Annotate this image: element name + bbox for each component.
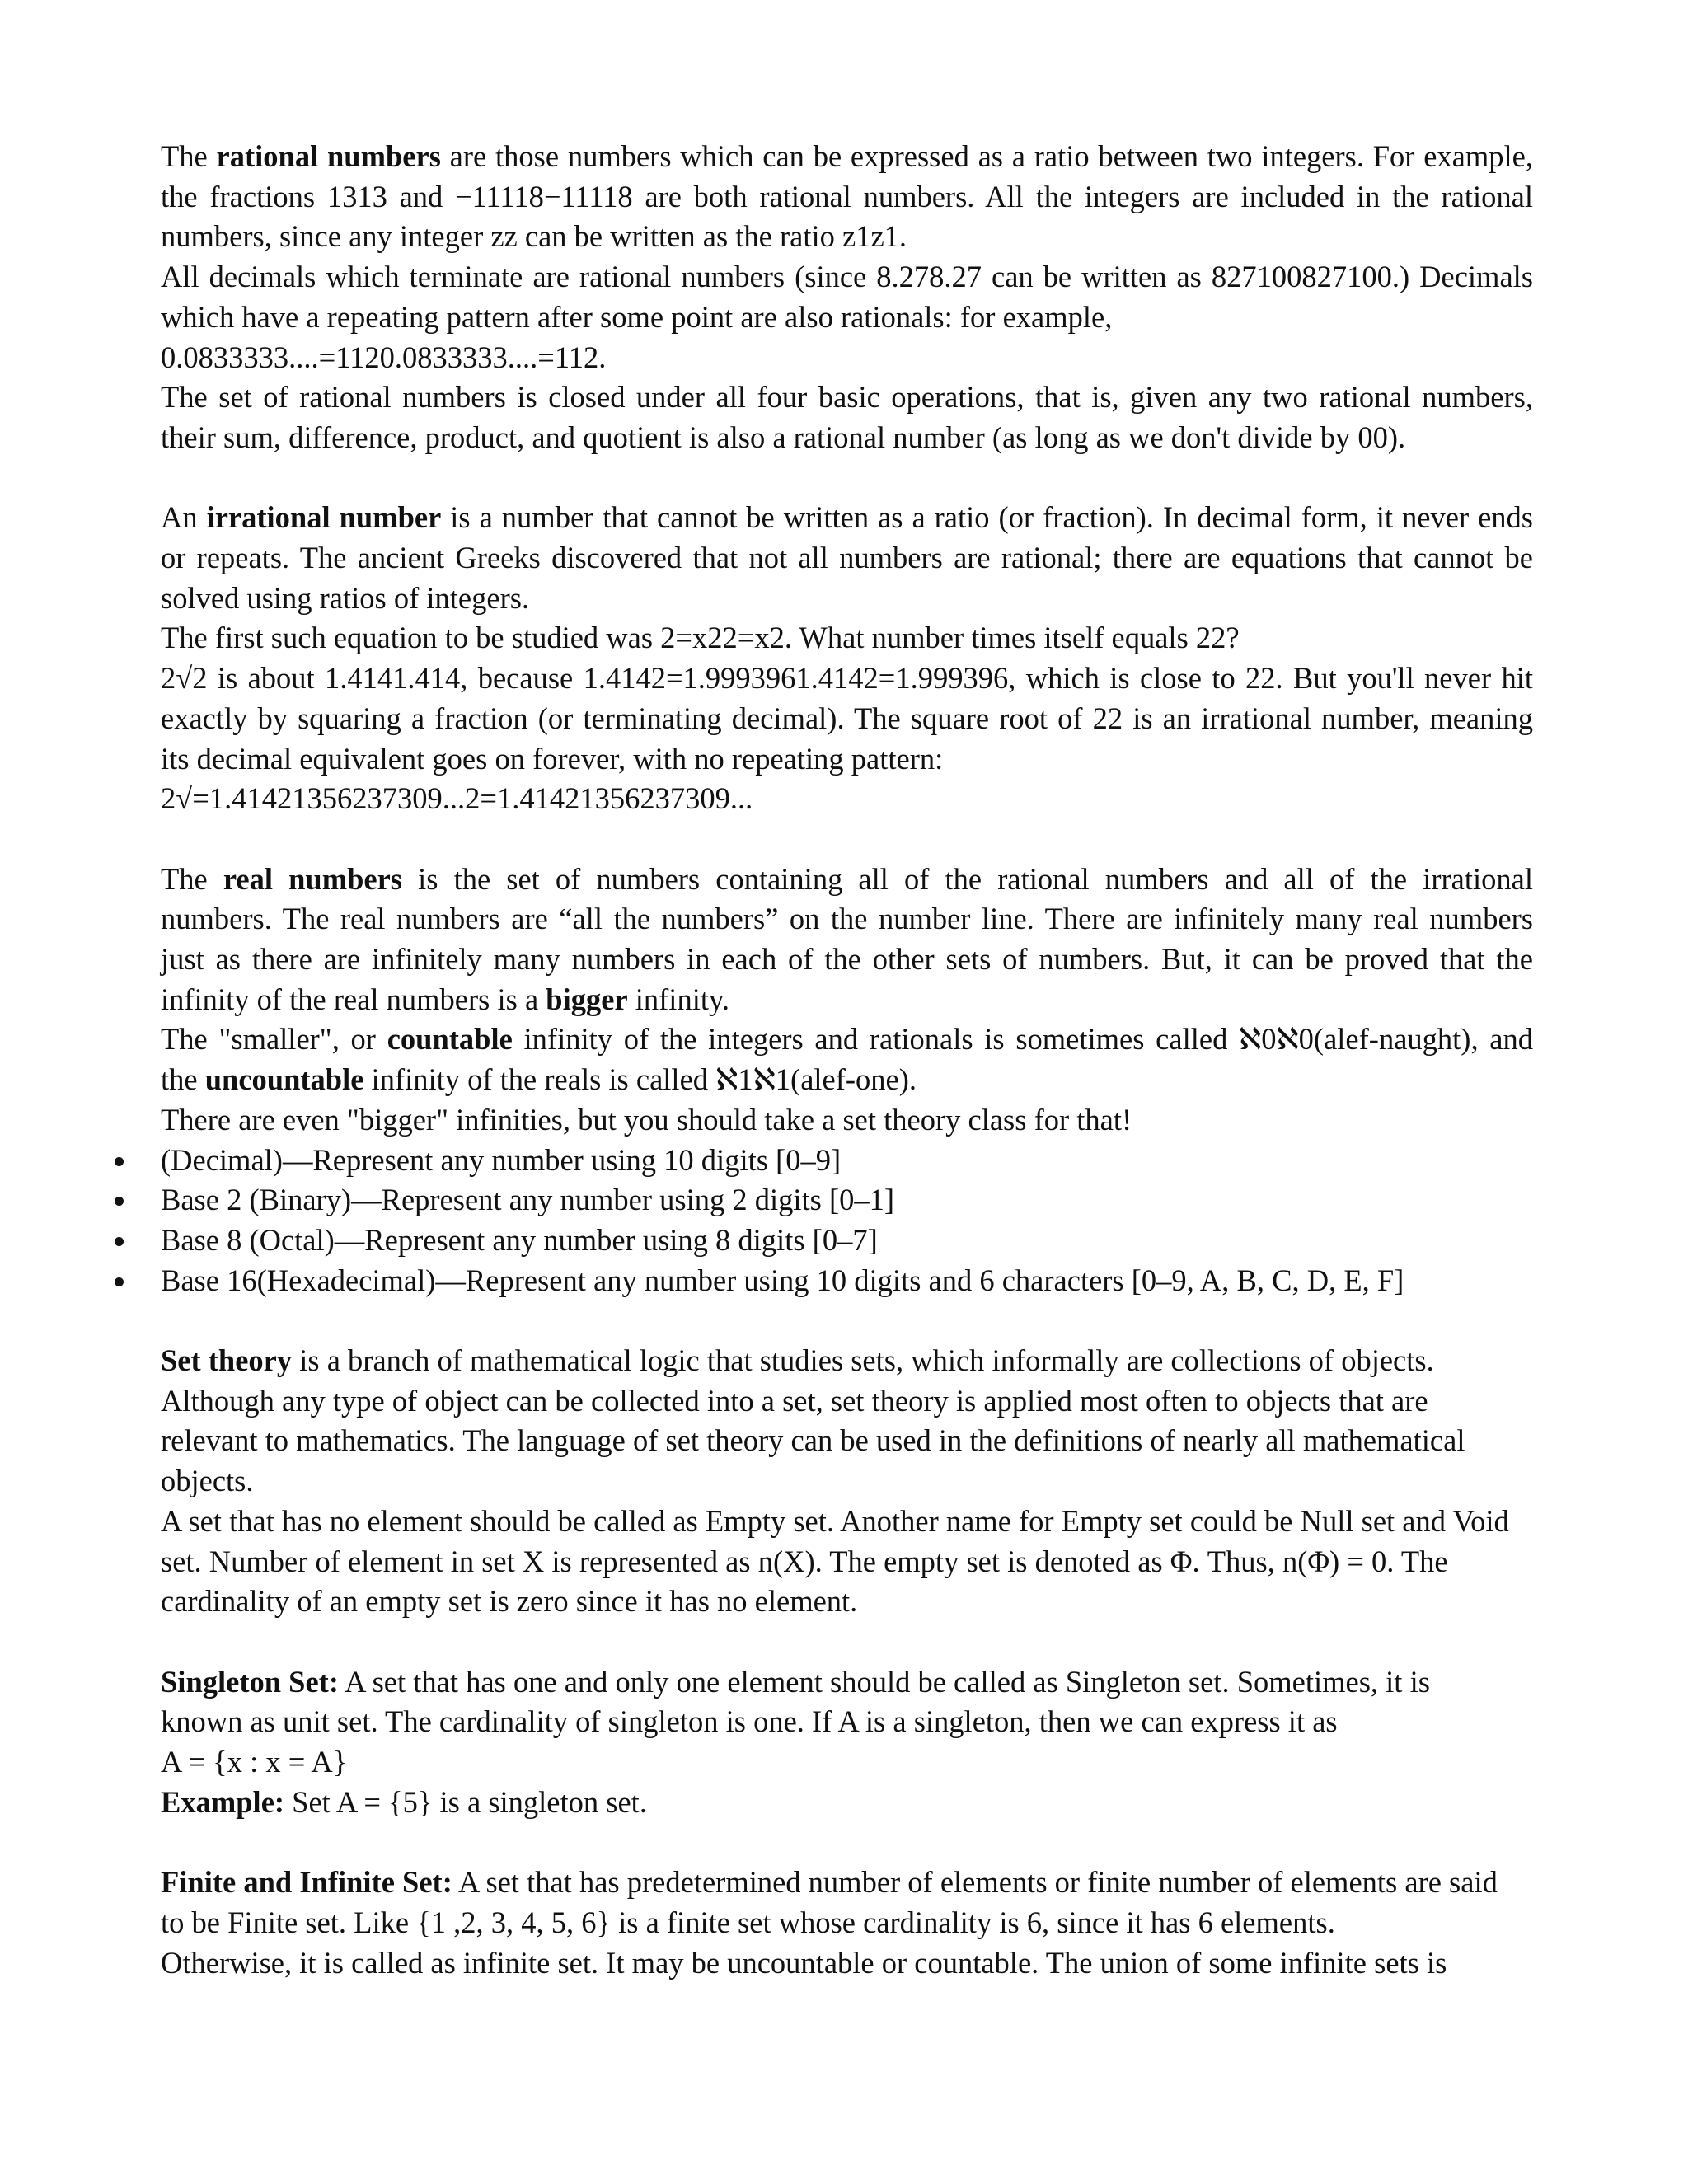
- text-line: solved using ratios of integers.: [161, 580, 530, 615]
- text-line: [161, 1662, 1533, 1703]
- term-set-theory: Set theory: [161, 1343, 293, 1378]
- list-item: [161, 1221, 1533, 1261]
- document-page: [161, 137, 1533, 1983]
- text-line: [161, 137, 1533, 177]
- text-line: its decimal equivalent goes on forever, with no repeating pattern:: [161, 741, 944, 776]
- term-singleton-set: Singleton Set:: [161, 1664, 339, 1699]
- text-run: The "smaller", or: [161, 1022, 387, 1057]
- text-run: A set that has predetermined number of elements or finite number of elements are said: [452, 1865, 1498, 1900]
- text-line: [161, 980, 1533, 1020]
- text-line: Otherwise, it is called as infinite set. It may be uncountable or countable. The union of some infinite sets is: [161, 1945, 1447, 1980]
- term-irrational-number: irrational number: [206, 500, 442, 535]
- text-line: 0.0833333....=1120.0833333....=112.: [161, 340, 607, 374]
- list-item-text: Base 8 (Octal)—Represent any number using 8 digits [0–7]: [161, 1222, 878, 1257]
- list-item-text: Base 2 (Binary)—Represent any number using 2 digits [0–1]: [161, 1183, 895, 1217]
- term-real-numbers: real numbers: [223, 861, 403, 896]
- text-run: is a branch of mathematical logic that studies sets, which informally are collections of objects.: [292, 1343, 1434, 1378]
- paragraph-gap: [161, 819, 1533, 860]
- list-item: [161, 1141, 1533, 1181]
- text-line: [161, 1341, 1533, 1381]
- list-item: [161, 1261, 1533, 1301]
- text-line: Although any type of object can be collected into a set, set theory is applied most often to objects that are: [161, 1383, 1428, 1418]
- term-finite-and-infinite-set: Finite and Infinite Set:: [161, 1865, 452, 1900]
- bullet-icon: [115, 1157, 124, 1166]
- list-item-text: (Decimal)—Represent any number using 10 digits [0–9]: [161, 1142, 842, 1177]
- text-run: infinity of the integers and rationals is sometimes called ℵ0ℵ0(alef-naught), and: [512, 1022, 1533, 1057]
- term-example: Example:: [161, 1784, 285, 1819]
- text-run: infinity of the real numbers is a: [161, 982, 546, 1016]
- text-line: exactly by squaring a fraction (or terminating decimal). The square root of 22 is an irrational number, meaning: [161, 701, 1533, 735]
- text-run: infinity.: [627, 982, 729, 1016]
- text-line: [161, 1783, 1533, 1823]
- term-bigger: bigger: [546, 982, 628, 1016]
- text-run: The: [161, 861, 223, 896]
- text-line: All decimals which terminate are rational numbers (since 8.278.27 can be written as 827100827100.) Decimals: [161, 260, 1533, 294]
- text-line: numbers, since any integer zz can be written as the ratio z1z1.: [161, 219, 907, 254]
- text-line: 2√2 is about 1.4141.414, because 1.4142=1.9993961.4142=1.999396, which is close to 22. But you'll never hit: [161, 661, 1533, 696]
- text-line: which have a repeating pattern after some point are also rationals: for example,: [161, 299, 1113, 334]
- term-rational-numbers: rational numbers: [216, 139, 441, 173]
- paragraph-gap: [161, 458, 1533, 499]
- set-theory-section: [161, 1341, 1533, 1622]
- singleton-set-section: [161, 1662, 1533, 1823]
- text-line: [161, 498, 1533, 538]
- text-line: [161, 1863, 1533, 1903]
- text-line: the fractions 1313 and −11118−11118 are both rational numbers. All the integers are included in the rational: [161, 179, 1533, 213]
- list-item: [161, 1180, 1533, 1221]
- text-run: A set that has one and only one element should be called as Singleton set. Sometimes, it is: [338, 1664, 1430, 1699]
- paragraph-gap: [161, 1822, 1533, 1863]
- text-line: The first such equation to be studied was 2=x22=x2. What number times itself equals 22?: [161, 621, 1240, 655]
- text-line: cardinality of an empty set is zero since it has no element.: [161, 1584, 858, 1619]
- number-bases-list: [161, 1141, 1533, 1301]
- text-run: the: [161, 1062, 205, 1097]
- term-countable: countable: [387, 1022, 513, 1057]
- list-item-text: Base 16(Hexadecimal)—Represent any number using 10 digits and 6 characters [0–9, A, B, C, D, E, F]: [161, 1263, 1404, 1297]
- text-line: relevant to mathematics. The language of set theory can be used in the definitions of nearly all mathematical: [161, 1423, 1465, 1458]
- text-line: [161, 1019, 1533, 1060]
- text-line: objects.: [161, 1464, 254, 1498]
- bullet-icon: [115, 1237, 124, 1246]
- text-line: numbers. The real numbers are “all the numbers” on the number line. There are infinitely many real numbers: [161, 902, 1533, 936]
- bullet-icon: [115, 1197, 124, 1206]
- text-line: just as there are infinitely many numbers in each of the other sets of numbers. But, it can be proved that the: [161, 942, 1533, 977]
- rational-numbers-section: [161, 137, 1533, 458]
- text-line: A = {x : x = A}: [161, 1745, 348, 1779]
- finite-infinite-set-section: [161, 1863, 1533, 1983]
- text-run: The: [161, 139, 217, 173]
- text-run: An: [161, 500, 207, 535]
- text-run: Set A = {5} is a singleton set.: [284, 1784, 647, 1819]
- text-line: known as unit set. The cardinality of singleton is one. If A is a singleton, then we can express it as: [161, 1704, 1338, 1739]
- text-line: The set of rational numbers is closed under all four basic operations, that is, given any two rational numbers,: [161, 380, 1533, 415]
- text-line: to be Finite set. Like {1 ,2, 3, 4, 5, 6} is a finite set whose cardinality is 6, since it has 6 elements.: [161, 1905, 1335, 1939]
- text-line: A set that has no element should be called as Empty set. Another name for Empty set could be Null set and Void: [161, 1503, 1509, 1538]
- text-line: [161, 1060, 1533, 1100]
- term-uncountable: uncountable: [204, 1062, 364, 1097]
- text-run: is a number that cannot be written as a ratio (or fraction). In decimal form, it never ends: [441, 500, 1533, 535]
- text-line: or repeats. The ancient Greeks discovered that not all numbers are rational; there are equations that cannot be: [161, 541, 1533, 575]
- text-line: There are even "bigger" infinities, but you should take a set theory class for that!: [161, 1102, 1132, 1137]
- text-line: 2√=1.41421356237309...2=1.41421356237309...: [161, 781, 753, 816]
- paragraph-gap: [161, 1622, 1533, 1662]
- irrational-number-section: [161, 498, 1533, 819]
- text-line: their sum, difference, product, and quotient is also a rational number (as long as we don't divide by 00).: [161, 419, 1406, 454]
- real-numbers-section: [161, 860, 1533, 1141]
- text-run: are those numbers which can be expressed as a ratio between two integers. For example,: [440, 139, 1533, 173]
- text-run: infinity of the reals is called ℵ1ℵ1(alef-one).: [363, 1062, 917, 1097]
- text-line: set. Number of element in set X is represented as n(X). The empty set is denoted as Φ. Thus, n(Φ) = 0. The: [161, 1544, 1448, 1578]
- text-line: [161, 860, 1533, 900]
- text-run: is the set of numbers containing all of the rational numbers and all of the irrational: [402, 861, 1533, 896]
- paragraph-gap: [161, 1301, 1533, 1341]
- bullet-icon: [115, 1277, 124, 1286]
